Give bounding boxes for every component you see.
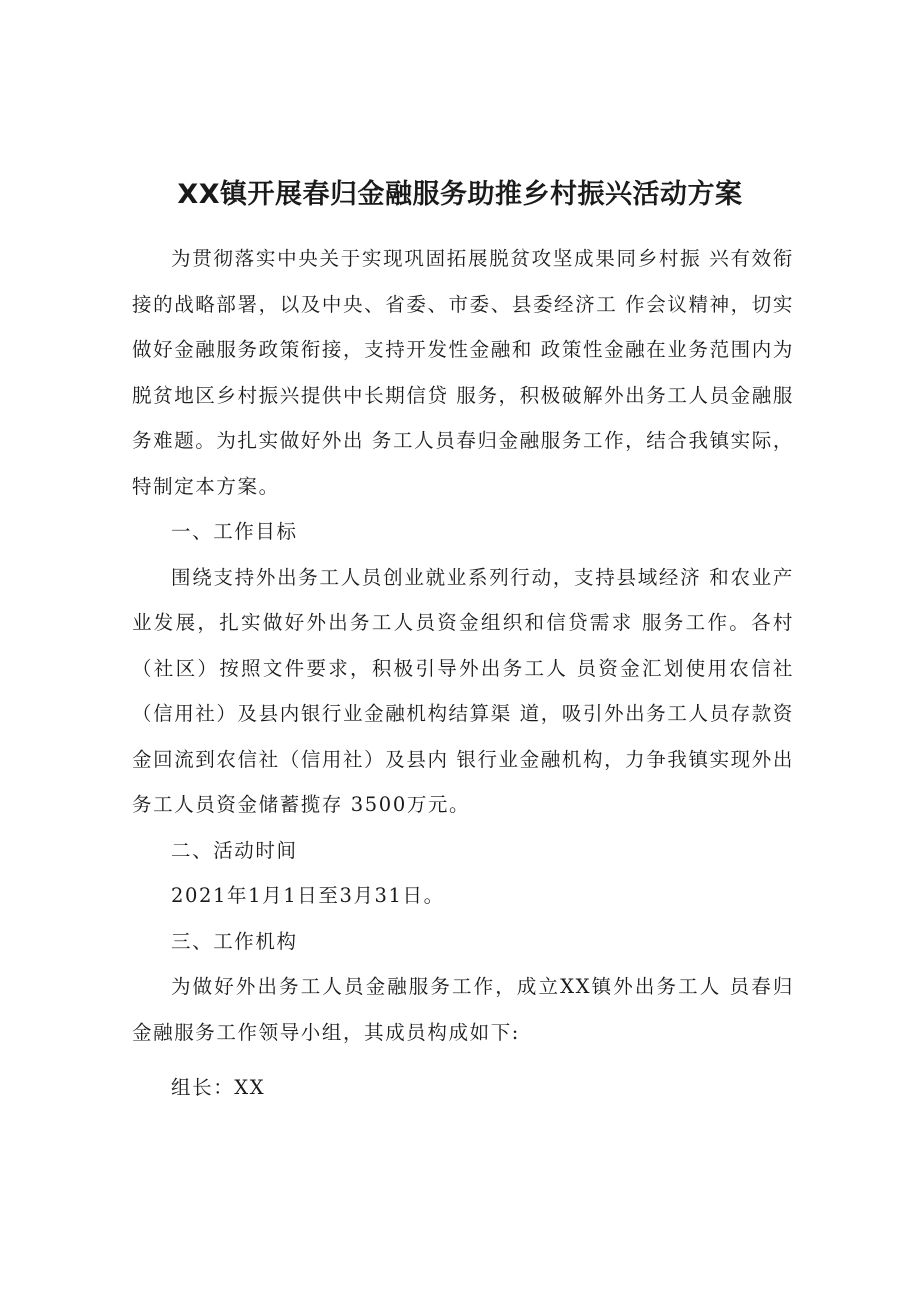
document-body <box>132 236 794 1111</box>
time-paragraph: 2021年1月1日至3月31日。 <box>171 884 445 907</box>
section-heading-time: 二、活动时间 <box>171 838 298 862</box>
intro-paragraph: 为贯彻落实中央关于实现巩固拓展脱贫攻坚成果同乡村振 兴有效衔接的战略部署，以及中央、省委、市委、县委经济工 作会议精神，切实做好金融服务政策衔接，支持开发性金融和 政策性金融在业务范围内为脱贫地区乡村振兴提供中长期信贷 服务，积极破解外出务工人员金融服务难题。为扎实做好外出 务工人员春归金融服务工作，结合我镇实际，特制定本方案。 <box>132 247 794 498</box>
organization-paragraph: 为做好外出务工人员金融服务工作，成立XX镇外出务工人 员春归金融服务工作领导小组，其成员构成如下: <box>132 975 794 1044</box>
group-leader-line: 组长：XX <box>171 1076 266 1099</box>
section-heading-organization: 三、工作机构 <box>171 929 298 953</box>
section-heading-goals: 一、工作目标 <box>171 520 298 543</box>
goals-paragraph: 围绕支持外出务工人员创业就业系列行动，支持县域经济 和农业产业发展，扎实做好外出务工人员资金组织和信贷需求 服务工作。各村（社区）按照文件要求，积极引导外出务工人 员资金汇划使用农信社（信用社）及县内银行业金融机构结算渠 道，吸引外出务工人员存款资金回流到农信社（信用社）及县内 银行业金融机构，力争我镇实现外出务工人员资金储蓄揽存 3500万元。 <box>132 565 794 816</box>
document-title: XX镇开展春归金融服务助推乡村振兴活动方案 <box>177 179 743 210</box>
